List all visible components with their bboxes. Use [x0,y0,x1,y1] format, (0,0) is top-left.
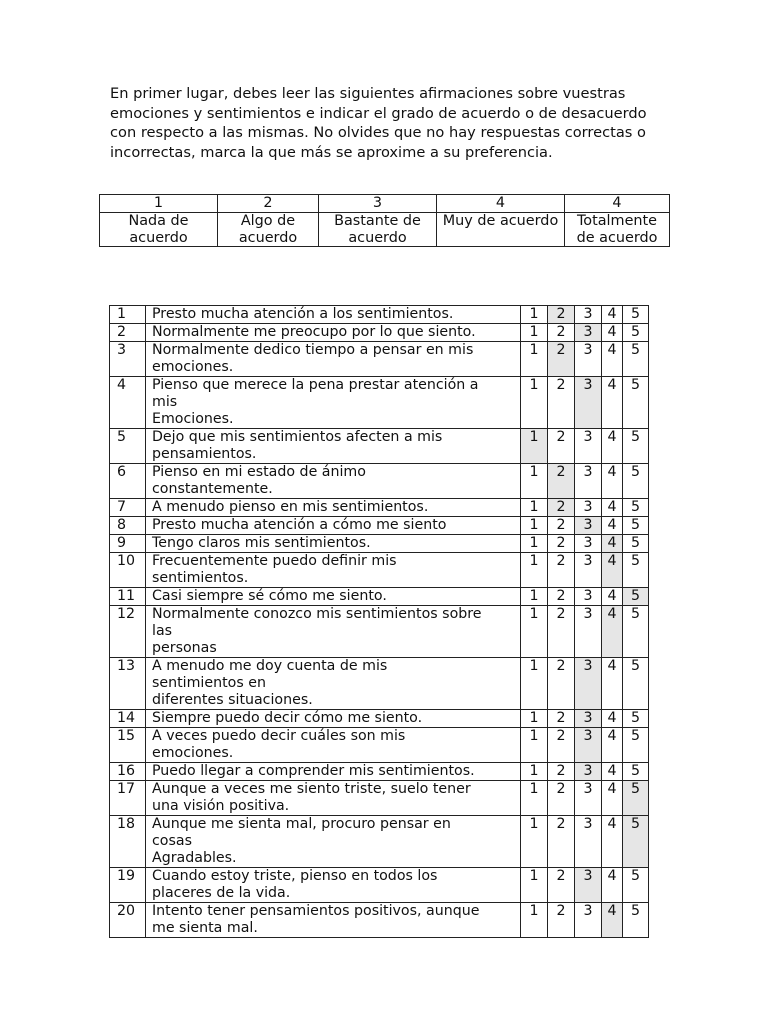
rating-option-5[interactable]: 5 [623,342,649,377]
rating-option-2[interactable]: 2 [548,429,575,464]
table-row [110,517,649,535]
rating-option-4[interactable]: 4 [602,588,623,606]
rating-option-4[interactable]: 4 [602,868,623,903]
rating-option-3[interactable]: 3 [575,429,602,464]
rating-option-3[interactable]: 3 [575,553,602,588]
rating-option-5[interactable]: 5 [623,816,649,868]
rating-option-1[interactable]: 1 [521,464,548,499]
table-row [110,868,649,903]
scale-number: 4 [437,195,565,213]
rating-option-5[interactable]: 5 [623,324,649,342]
rating-option-3[interactable]: 3 [575,658,602,710]
scale-number: 1 [100,195,218,213]
rating-option-4[interactable]: 4 [602,306,623,324]
scale-number: 3 [319,195,437,213]
item-number: 11 [110,588,146,606]
rating-option-2[interactable]: 2 [548,606,575,658]
scale-number: 4 [565,195,670,213]
table-row [110,728,649,763]
rating-option-3[interactable]: 3 [575,710,602,728]
item-statement: A menudo pienso en mis sentimientos. [146,499,521,517]
item-number: 6 [110,464,146,499]
rating-option-4[interactable]: 4 [602,429,623,464]
rating-option-1[interactable]: 1 [521,517,548,535]
rating-option-2[interactable]: 2 [548,588,575,606]
item-number: 16 [110,763,146,781]
item-number: 7 [110,499,146,517]
rating-option-3[interactable]: 3 [575,499,602,517]
rating-option-2[interactable]: 2 [548,658,575,710]
rating-option-3[interactable]: 3 [575,781,602,816]
rating-option-4[interactable]: 4 [602,781,623,816]
rating-option-3[interactable]: 3 [575,816,602,868]
scale-numbers-row [100,195,670,213]
item-statement: Casi siempre sé cómo me siento. [146,588,521,606]
item-number: 1 [110,306,146,324]
rating-option-5[interactable]: 5 [623,588,649,606]
rating-option-5[interactable]: 5 [623,868,649,903]
rating-option-5[interactable]: 5 [623,710,649,728]
rating-option-3[interactable]: 3 [575,588,602,606]
item-statement: Dejo que mis sentimientos afecten a mis pensamientos. [146,429,521,464]
rating-option-2[interactable]: 2 [548,306,575,324]
table-row [110,606,649,658]
rating-option-4[interactable]: 4 [602,763,623,781]
rating-option-4[interactable]: 4 [602,728,623,763]
questionnaire-table [109,305,649,938]
rating-option-5[interactable]: 5 [623,535,649,553]
item-statement: Frecuentemente puedo definir mis sentimientos. [146,553,521,588]
rating-option-2[interactable]: 2 [548,377,575,429]
item-statement: Cuando estoy triste, pienso en todos los placeres de la vida. [146,868,521,903]
table-row [110,342,649,377]
rating-option-4[interactable]: 4 [602,342,623,377]
rating-option-2[interactable]: 2 [548,324,575,342]
rating-option-2[interactable]: 2 [548,763,575,781]
rating-option-5[interactable]: 5 [623,903,649,938]
item-number: 18 [110,816,146,868]
rating-option-2[interactable]: 2 [548,781,575,816]
rating-option-5[interactable]: 5 [623,464,649,499]
rating-option-1[interactable]: 1 [521,868,548,903]
rating-option-1[interactable]: 1 [521,606,548,658]
rating-option-3[interactable]: 3 [575,377,602,429]
rating-option-4[interactable]: 4 [602,903,623,938]
item-number: 8 [110,517,146,535]
rating-option-1[interactable]: 1 [521,324,548,342]
scale-label: Muy de acuerdo [437,213,565,247]
table-row [110,464,649,499]
rating-option-1[interactable]: 1 [521,377,548,429]
rating-option-2[interactable]: 2 [548,868,575,903]
item-statement: Normalmente conozco mis sentimientos sobre las personas [146,606,521,658]
rating-option-1[interactable]: 1 [521,342,548,377]
rating-option-5[interactable]: 5 [623,306,649,324]
rating-option-5[interactable]: 5 [623,429,649,464]
rating-option-1[interactable]: 1 [521,306,548,324]
table-row [110,306,649,324]
scale-label: Totalmente de acuerdo [565,213,670,247]
item-number: 9 [110,535,146,553]
rating-option-1[interactable]: 1 [521,781,548,816]
item-statement: Presto mucha atención a cómo me siento [146,517,521,535]
item-statement: Presto mucha atención a los sentimientos. [146,306,521,324]
rating-scale-legend [99,194,670,247]
rating-option-1[interactable]: 1 [521,816,548,868]
rating-option-1[interactable]: 1 [521,535,548,553]
rating-option-2[interactable]: 2 [548,553,575,588]
rating-option-2[interactable]: 2 [548,342,575,377]
item-statement: Puedo llegar a comprender mis sentimientos. [146,763,521,781]
rating-option-2[interactable]: 2 [548,535,575,553]
scale-label: Bastante de acuerdo [319,213,437,247]
scale-labels-row [100,213,670,247]
scale-number: 2 [218,195,319,213]
rating-option-1[interactable]: 1 [521,710,548,728]
table-row [110,903,649,938]
rating-option-3[interactable]: 3 [575,535,602,553]
rating-option-2[interactable]: 2 [548,728,575,763]
rating-option-2[interactable]: 2 [548,903,575,938]
item-statement: Aunque a veces me siento triste, suelo tener una visión positiva. [146,781,521,816]
rating-option-4[interactable]: 4 [602,658,623,710]
rating-option-3[interactable]: 3 [575,728,602,763]
rating-option-4[interactable]: 4 [602,606,623,658]
rating-option-1[interactable]: 1 [521,658,548,710]
table-row [110,429,649,464]
rating-option-1[interactable]: 1 [521,763,548,781]
rating-option-4[interactable]: 4 [602,553,623,588]
item-number: 20 [110,903,146,938]
rating-option-5[interactable]: 5 [623,499,649,517]
table-row [110,535,649,553]
item-statement: Aunque me sienta mal, procuro pensar en cosas Agradables. [146,816,521,868]
scale-label: Algo de acuerdo [218,213,319,247]
item-number: 5 [110,429,146,464]
rating-option-3[interactable]: 3 [575,903,602,938]
rating-option-5[interactable]: 5 [623,658,649,710]
scale-label: Nada de acuerdo [100,213,218,247]
rating-option-4[interactable]: 4 [602,464,623,499]
rating-option-4[interactable]: 4 [602,377,623,429]
rating-option-5[interactable]: 5 [623,517,649,535]
rating-option-2[interactable]: 2 [548,464,575,499]
item-number: 14 [110,710,146,728]
rating-option-4[interactable]: 4 [602,710,623,728]
rating-option-4[interactable]: 4 [602,517,623,535]
item-number: 13 [110,658,146,710]
rating-option-5[interactable]: 5 [623,553,649,588]
rating-option-3[interactable]: 3 [575,763,602,781]
rating-option-3[interactable]: 3 [575,868,602,903]
item-statement: Intento tener pensamientos positivos, aunque me sienta mal. [146,903,521,938]
rating-option-3[interactable]: 3 [575,464,602,499]
rating-option-5[interactable]: 5 [623,606,649,658]
rating-option-2[interactable]: 2 [548,499,575,517]
rating-option-2[interactable]: 2 [548,517,575,535]
item-statement: Tengo claros mis sentimientos. [146,535,521,553]
item-statement: Pienso en mi estado de ánimo constantemente. [146,464,521,499]
item-statement: Normalmente me preocupo por lo que siento. [146,324,521,342]
rating-option-1[interactable]: 1 [521,903,548,938]
item-number: 17 [110,781,146,816]
table-row [110,588,649,606]
item-statement: A menudo me doy cuenta de mis sentimientos en diferentes situaciones. [146,658,521,710]
item-number: 19 [110,868,146,903]
rating-option-3[interactable]: 3 [575,342,602,377]
rating-option-5[interactable]: 5 [623,728,649,763]
item-statement: Siempre puedo decir cómo me siento. [146,710,521,728]
item-statement: Normalmente dedico tiempo a pensar en mis emociones. [146,342,521,377]
item-statement: Pienso que merece la pena prestar atención a mis Emociones. [146,377,521,429]
table-row [110,658,649,710]
item-statement: A veces puedo decir cuáles son mis emociones. [146,728,521,763]
table-row [110,710,649,728]
rating-option-3[interactable]: 3 [575,306,602,324]
rating-option-4[interactable]: 4 [602,324,623,342]
table-row [110,324,649,342]
table-row [110,499,649,517]
rating-option-4[interactable]: 4 [602,535,623,553]
rating-option-1[interactable]: 1 [521,588,548,606]
table-row [110,553,649,588]
table-row [110,377,649,429]
rating-option-3[interactable]: 3 [575,324,602,342]
rating-option-1[interactable]: 1 [521,499,548,517]
rating-option-3[interactable]: 3 [575,606,602,658]
rating-option-1[interactable]: 1 [521,728,548,763]
rating-option-1[interactable]: 1 [521,429,548,464]
item-number: 2 [110,324,146,342]
rating-option-5[interactable]: 5 [623,377,649,429]
rating-option-2[interactable]: 2 [548,710,575,728]
table-row [110,781,649,816]
instructions-paragraph: En primer lugar, debes leer las siguientes afirmaciones sobre vuestras emociones y sentimientos e indicar el grado de acuerdo o de desacuerdo con respecto a las mismas. No olvides que no hay respuestas correctas o incorrectas, marca la que más se aproxime a su preferencia. [110,85,647,161]
item-number: 10 [110,553,146,588]
rating-option-5[interactable]: 5 [623,781,649,816]
item-number: 3 [110,342,146,377]
item-number: 4 [110,377,146,429]
rating-option-3[interactable]: 3 [575,517,602,535]
item-number: 12 [110,606,146,658]
rating-option-4[interactable]: 4 [602,816,623,868]
table-row [110,816,649,868]
rating-option-5[interactable]: 5 [623,763,649,781]
rating-option-4[interactable]: 4 [602,499,623,517]
rating-option-1[interactable]: 1 [521,553,548,588]
item-number: 15 [110,728,146,763]
table-row [110,763,649,781]
rating-option-2[interactable]: 2 [548,816,575,868]
